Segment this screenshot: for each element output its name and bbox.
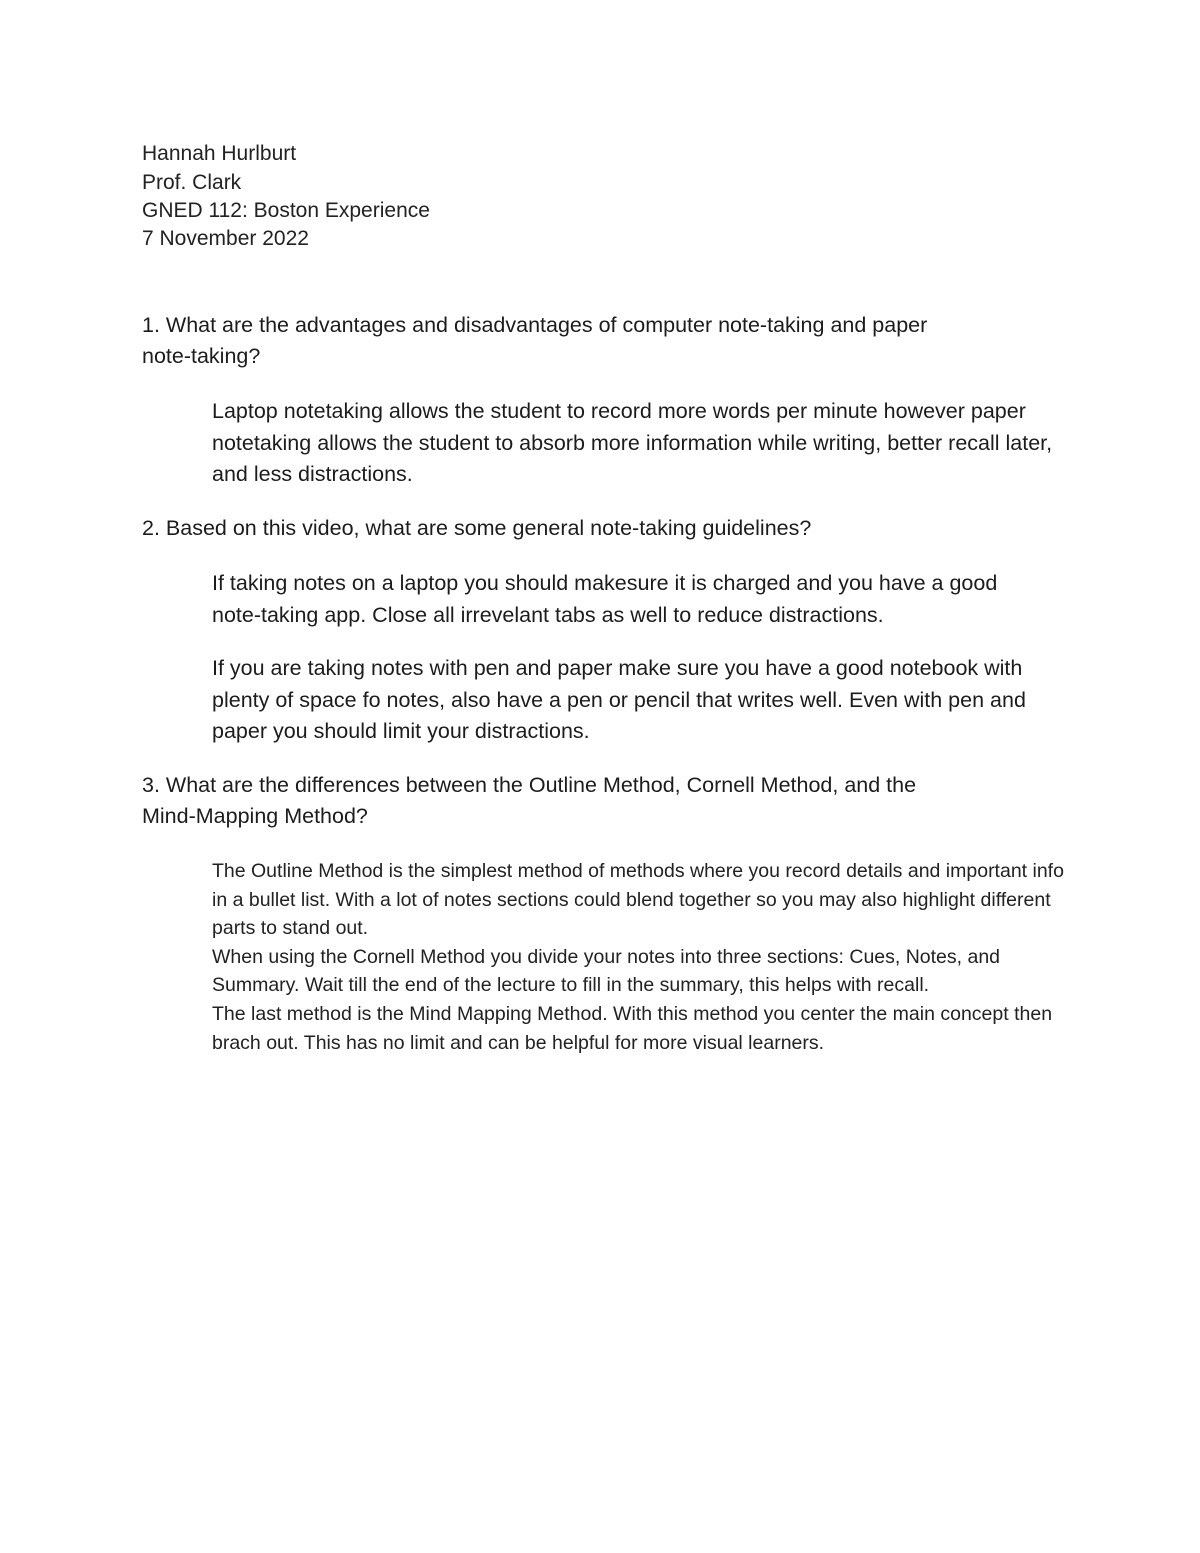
answer-1 — [212, 396, 1062, 491]
answer-2a-paragraph: If taking notes on a laptop you should makesure it is charged and you have a good note-taking app. Close all irrevelant tabs as well to reduce distractions. — [212, 571, 998, 627]
answer-2b — [212, 653, 1082, 748]
answer-2a — [212, 568, 1047, 631]
answer-3-mindmap-paragraph: The last method is the Mind Mapping Method. With this method you center the main concept then brach out. This has no limit and can be helpful for more visual learners. — [212, 1002, 1053, 1054]
question-1 — [142, 310, 972, 372]
answer-1-paragraph: Laptop notetaking allows the student to record more words per minute however paper notetaking allows the student to absorb more information while writing, better recall later, and less distractions. — [212, 399, 1053, 486]
answer-3-cornell-paragraph: When using the Cornell Method you divide your notes into three sections: Cues, Notes, and Summary. Wait till the end of the lecture to fill in the summary, this helps with recall. — [212, 945, 1001, 997]
question-3 — [142, 770, 962, 832]
document-date: 7 November 2022 — [142, 227, 309, 250]
professor-name: Prof. Clark — [142, 171, 242, 194]
question-1-text: 1. What are the advantages and disadvantages of computer note-taking and paper note-taking? — [142, 313, 928, 368]
answer-3-outline-paragraph: The Outline Method is the simplest method of methods where you record details and important info in a bullet list. With a lot of notes sections could blend together so you may also highlight different parts to stand out. — [212, 860, 1064, 940]
course-title: GNED 112: Boston Experience — [142, 199, 430, 222]
question-2 — [142, 513, 1042, 544]
answer-2b-paragraph: If you are taking notes with pen and paper make sure you have a good notebook with plenty of space fo notes, also have a pen or pencil that writes well. Even with pen and paper you should limit your distractions. — [212, 656, 1026, 743]
question-3-text: 3. What are the differences between the Outline Method, Cornell Method, and the Mind-Mapping Method? — [142, 773, 917, 828]
question-2-text: 2. Based on this video, what are some general note-taking guidelines? — [142, 516, 812, 540]
author-name: Hannah Hurlburt — [142, 142, 297, 165]
answer-3 — [212, 857, 1082, 1057]
